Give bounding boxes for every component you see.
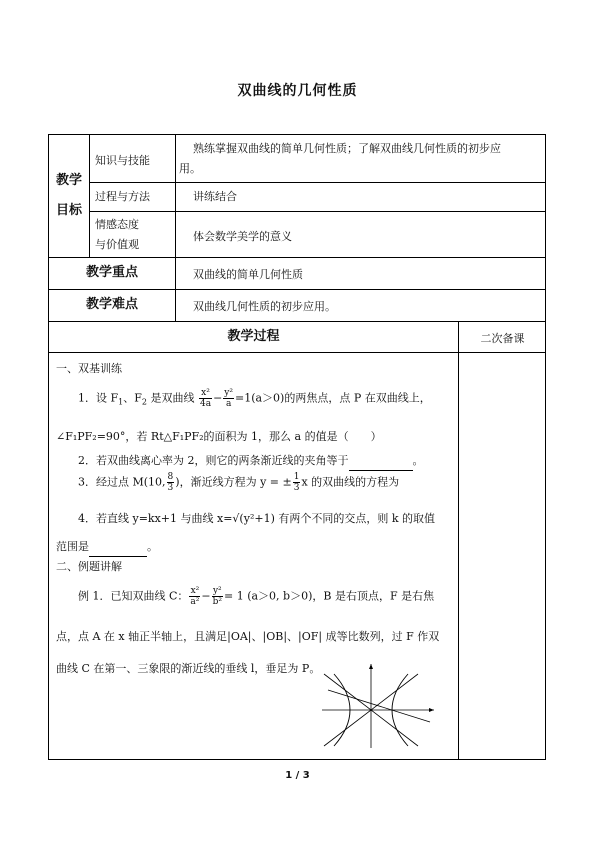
row-label-knowledge: 知识与技能 xyxy=(95,154,150,167)
hyperbola-diagram xyxy=(318,660,438,750)
row-content-knowledge-1: 熟练掌握双曲线的简单几何性质；了解双曲线几何性质的初步应 xyxy=(193,142,501,155)
goal-label-1: 教学 xyxy=(55,173,82,188)
row-label-attitude-2: 与价值观 xyxy=(95,238,139,251)
example-1-line-2: 点，点 A 在 x 轴正半轴上，且满足|OA|、|OB|、|OF| 成等比数列，过 F 作双 xyxy=(56,630,440,643)
fraction: $\frac{\text{y²}}{a}$ xyxy=(224,388,233,409)
row-divider xyxy=(49,321,546,322)
row-content-process: 讲练结合 xyxy=(193,190,237,203)
row-divider xyxy=(49,352,546,353)
fraction: $\frac{\text{y²}}{\text{b²}}$ xyxy=(212,586,222,607)
row-divider xyxy=(49,289,546,290)
example-1: 例 1．已知双曲线 C： $\frac{\text{x²}}{\text{a²}}$ − $\frac{\text{y²}}{\text{b²}}$ = 1 (a＞0, b＞0)，B 是右顶点，F 是右焦 xyxy=(78,586,435,607)
page-number: 1 / 3 xyxy=(285,770,310,781)
question-1-line-2: ∠F₁PF₂=90°，若 Rt△F₁PF₂的面积为 1，那么 a 的值是（ ） xyxy=(56,430,382,443)
side-header: 二次备课 xyxy=(480,332,525,345)
row-divider xyxy=(89,182,546,183)
difficulty-content: 双曲线几何性质的初步应用。 xyxy=(193,300,336,313)
question-4-line-2: 范围是 。 xyxy=(56,538,456,557)
key-content: 双曲线的简单几何性质 xyxy=(193,268,303,281)
question-1: 1．设 $F_1$、$F_2$ 是双曲线 $\frac{\text{x²}}{4a}$ − $\frac{\text{y²}}{a}$ =1(a＞0)的两焦点，点 P 在双曲线上， xyxy=(78,388,431,409)
row-content-attitude: 体会数学美学的意义 xyxy=(193,230,292,243)
section-heading-1: 一、双基训练 xyxy=(56,362,122,375)
question-4: 4．若直线 y=kx+1 与曲线 x=√(y²+1) 有两个不同的交点，则 k 的取值 xyxy=(78,512,436,525)
col-divider xyxy=(458,321,459,760)
answer-blank xyxy=(89,538,147,557)
process-header: 教学过程 xyxy=(227,329,280,344)
col-divider xyxy=(89,135,90,257)
fraction: $\frac{\text{x²}}{4a}$ xyxy=(199,388,212,409)
key-label: 教学重点 xyxy=(85,265,138,280)
page-title: 双曲线的几何性质 xyxy=(237,83,358,99)
row-divider xyxy=(89,211,546,212)
section-heading-2: 二、例题讲解 xyxy=(56,560,122,573)
perpendicular-line xyxy=(328,690,430,722)
col-divider xyxy=(175,135,176,321)
y-axis-arrow xyxy=(369,664,373,669)
question-3: 3．经过点 M(10, $\frac{8}{3}$ )，渐近线方程为 y = ± $\frac{1}{3}$ x 的双曲线的方程为 xyxy=(78,472,400,493)
fraction: $\frac{\text{x²}}{\text{a²}}$ xyxy=(190,586,200,607)
answer-blank xyxy=(349,452,413,471)
fraction: $\frac{8}{3}$ xyxy=(167,472,174,493)
fraction: $\frac{1}{3}$ xyxy=(293,472,300,493)
row-label-attitude-1: 情感态度 xyxy=(95,218,139,231)
goal-label-2: 目标 xyxy=(55,203,82,218)
example-1-line-3: 曲线 C 在第一、三象限的渐近线的垂线 l，垂足为 P。 xyxy=(56,662,321,675)
x-axis-arrow xyxy=(429,708,434,712)
difficulty-label: 教学难点 xyxy=(85,297,138,312)
row-content-knowledge-2: 用。 xyxy=(179,162,201,175)
row-label-process: 过程与方法 xyxy=(95,190,150,203)
question-2: 2．若双曲线离心率为 2，则它的两条渐近线的夹角等于 。 xyxy=(78,452,478,471)
row-divider xyxy=(49,257,546,258)
